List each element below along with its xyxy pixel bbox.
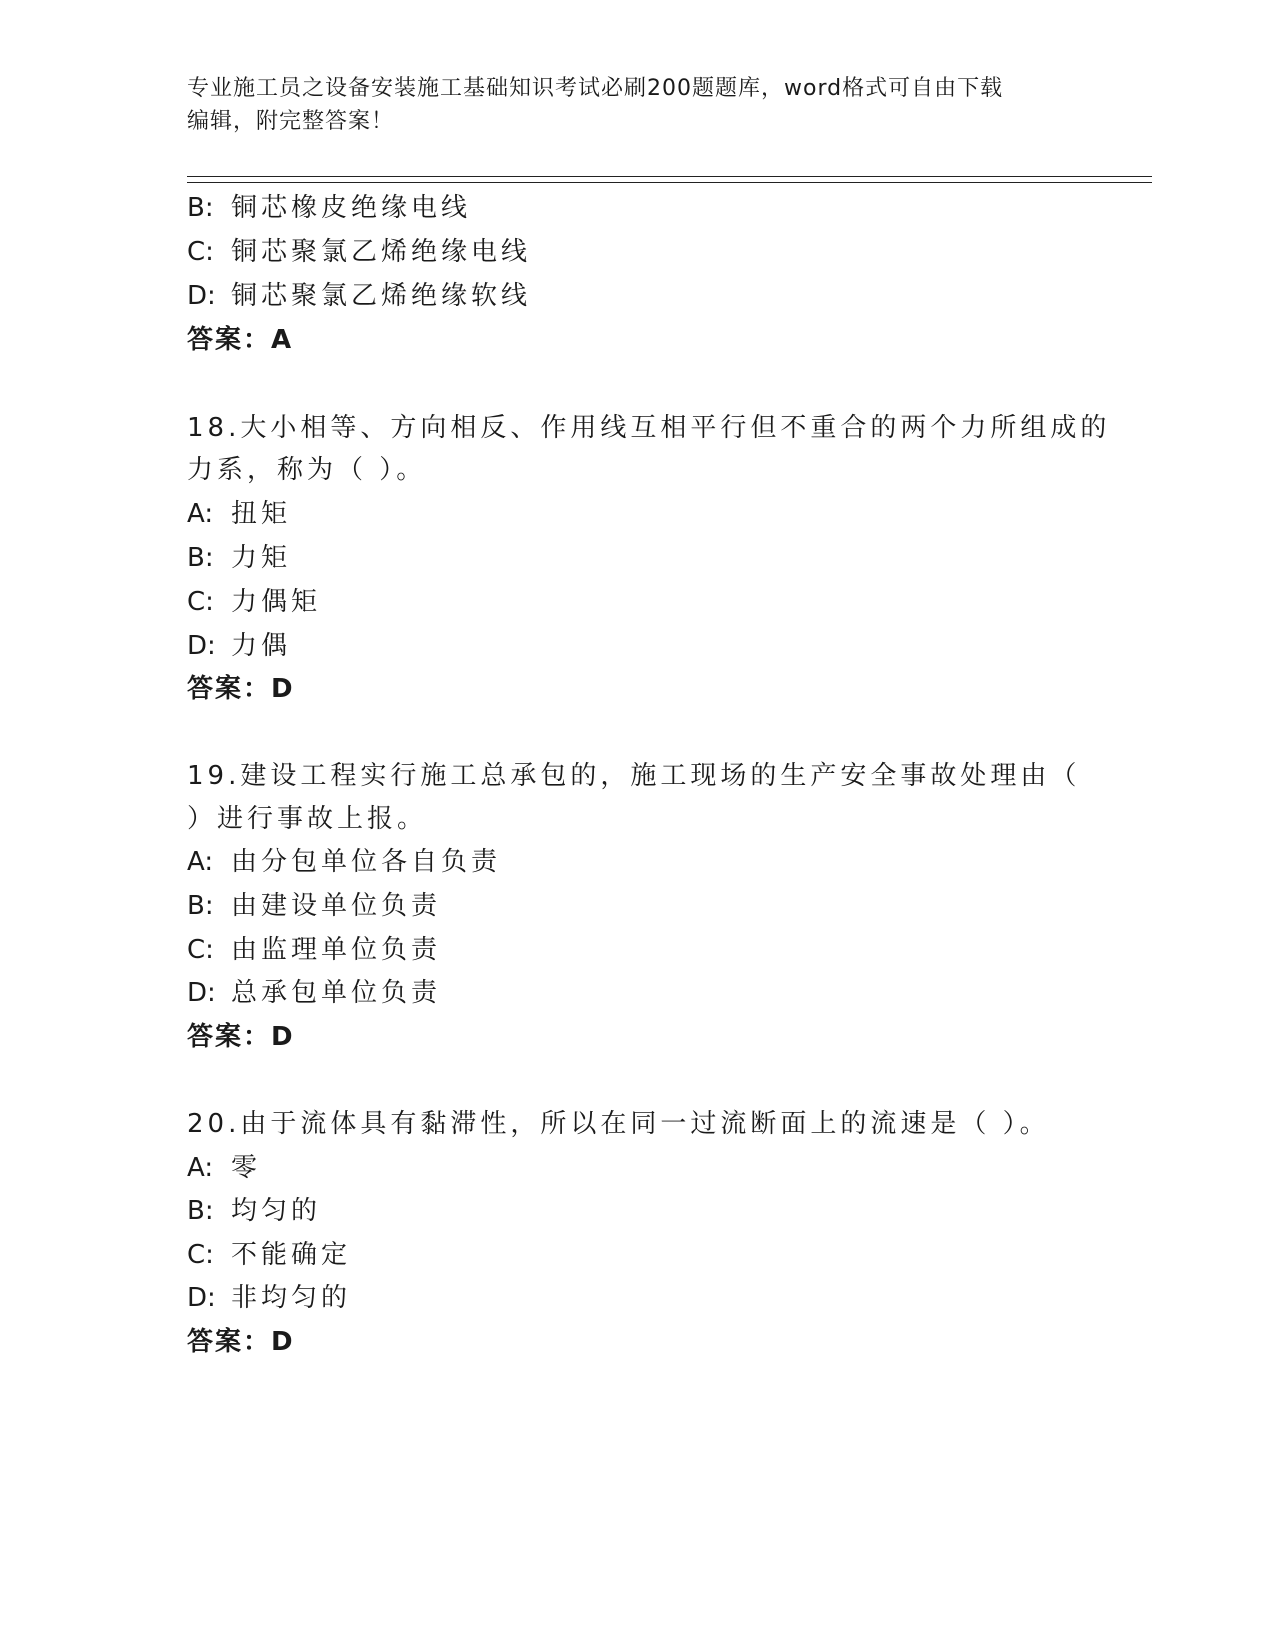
q18-stem-line-2: 力系，称为（ ）。 <box>187 455 427 485</box>
document-header <box>187 72 1087 138</box>
option-letter: B: <box>187 891 214 921</box>
q19-option-d <box>187 978 441 1008</box>
option-text: 不能确定 <box>231 1240 352 1270</box>
option-text: 由建设单位负责 <box>231 891 442 921</box>
option-letter: C: <box>187 237 214 267</box>
option-letter: D: <box>187 1283 216 1313</box>
header-line-2: 编辑，附完整答案！ <box>187 109 395 134</box>
option-text: 力矩 <box>231 543 292 573</box>
header-divider-bottom <box>187 182 1152 183</box>
prev-answer: 答案：A <box>187 325 294 355</box>
q18-answer: 答案：D <box>187 674 295 704</box>
option-letter: C: <box>187 1240 214 1270</box>
q20-option-a <box>187 1153 261 1183</box>
option-text: 由分包单位各自负责 <box>231 847 502 877</box>
q20-option-d <box>187 1283 351 1313</box>
option-text: 总承包单位负责 <box>231 978 442 1008</box>
q20-answer: 答案：D <box>187 1327 295 1357</box>
q20-stem-line-1: 20.由于流体具有黏滞性，所以在同一过流断面上的流速是（ ）。 <box>187 1109 1050 1139</box>
q19-stem-line-1: 19.建设工程实行施工总承包的，施工现场的生产安全事故处理由（ <box>187 761 1081 791</box>
q18-option-d <box>187 631 291 661</box>
option-letter: C: <box>187 587 214 617</box>
q18-option-b <box>187 543 291 573</box>
q19-option-a <box>187 847 501 877</box>
prev-option-b <box>187 193 471 223</box>
option-letter: B: <box>187 1196 214 1226</box>
prev-option-d <box>187 281 531 311</box>
option-text: 均匀的 <box>231 1196 322 1226</box>
option-letter: C: <box>187 935 214 965</box>
q19-option-c <box>187 935 441 965</box>
option-letter: A: <box>187 499 214 529</box>
q19-answer: 答案：D <box>187 1022 295 1052</box>
q18-option-c <box>187 587 321 617</box>
option-text: 铜芯聚氯乙烯绝缘电线 <box>231 237 532 267</box>
q18-stem-line-1: 18.大小相等、方向相反、作用线互相平行但不重合的两个力所组成的 <box>187 413 1111 443</box>
q20-option-b <box>187 1196 321 1226</box>
option-letter: A: <box>187 847 214 877</box>
option-text: 非均匀的 <box>231 1283 352 1313</box>
q18-option-a <box>187 499 291 529</box>
q19-stem-line-2: ）进行事故上报。 <box>187 804 428 834</box>
option-letter: D: <box>187 281 216 311</box>
option-text: 铜芯橡皮绝缘电线 <box>231 193 472 223</box>
header-line-1: 专业施工员之设备安装施工基础知识考试必刷200题题库，word格式可自由下载 <box>187 76 1004 101</box>
option-letter: B: <box>187 543 214 573</box>
option-letter: A: <box>187 1153 214 1183</box>
header-divider-top <box>187 176 1152 177</box>
option-text: 力偶 <box>231 631 292 661</box>
prev-option-c <box>187 237 531 267</box>
option-text: 由监理单位负责 <box>231 935 442 965</box>
q19-option-b <box>187 891 441 921</box>
option-text: 力偶矩 <box>231 587 322 617</box>
option-letter: D: <box>187 978 216 1008</box>
option-letter: B: <box>187 193 214 223</box>
option-text: 零 <box>231 1153 262 1183</box>
option-text: 扭矩 <box>231 499 292 529</box>
option-letter: D: <box>187 631 216 661</box>
option-text: 铜芯聚氯乙烯绝缘软线 <box>231 281 532 311</box>
q20-option-c <box>187 1240 351 1270</box>
